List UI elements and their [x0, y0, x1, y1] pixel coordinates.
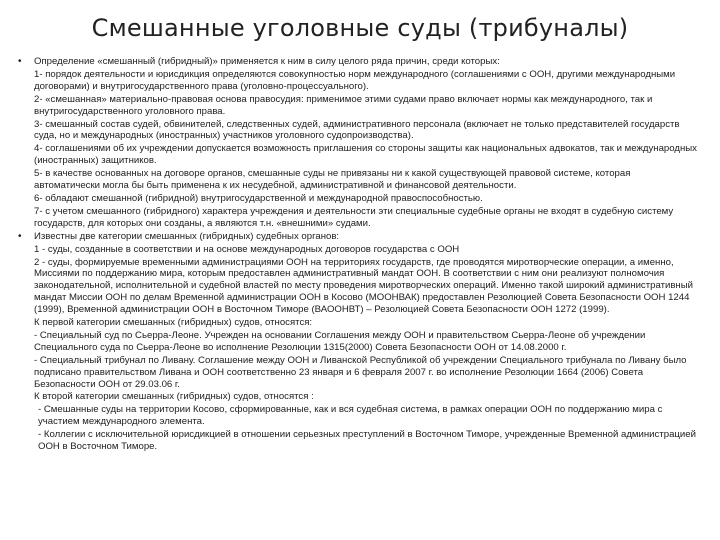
- definition-point-6: 6- обладают смешанной (гибридной) внутригосударственной и международной правоспособностью.: [34, 192, 483, 204]
- bullet-definition: [18, 56, 698, 230]
- definition-point-3: 3- смешанный состав судей, обвинителей, следственных судей, административного персонала (включает не только представителей государств суда, но и международных (иностранных) участников уголовного судопроизводства).: [34, 118, 680, 142]
- category-2: 2 - суды, формируемые временными администрациями ООН на территориях государств, где проводятся миротворческие операции, а именно, Миссиями по поддержанию мира, которым предоставлен административный мандат ООН. В соответствии с ним они реализуют полномочия законодательной, исполнительной и судебной властей по месту проведения миротворческих операций. Именно такой широкий административный мандат Миссии ООН по делам Временной администрации ООН в Косово (МООНВАК) предоставлен Резолюцией Совета Безопасности ООН 1244 (1999), Временной администрации ООН в Восточном Тиморе (ВАООНВТ) – Резолюцией Совета Безопасности ООН 1272 (1999).: [34, 256, 693, 316]
- tribunal-lebanon: - Специальный трибунал по Ливану. Соглашение между ООН и Ливанской Республикой об учреждении Специального трибунала по Ливану было подписано правительством Ливана и ООН соответственно 23 января и 6 февраля 2007 г. во исполнение Резолюции 1664 (2006) Совета Безопасности ООН от 29.03.06 г.: [34, 354, 687, 390]
- definition-point-4: 4- соглашениями об их учреждении допускается возможность приглашения со стороны защиты как национальных адвокатов, так и международных (иностранных) защитников.: [34, 143, 697, 167]
- bullet-marker: •: [18, 230, 22, 242]
- court-sierra-leone: - Специальный суд по Сьерра-Леоне. Учрежден на основании Соглашения между ООН и правительством Сьерра-Леоне об учреждении Специального суда по Сьерра-Леоне во исполнение Резолюции 1315(2000) Совета Безопасности ООН от 14.08.2000 г.: [34, 329, 646, 353]
- definition-point-5: 5- в качестве основанных на договоре органов, смешанные суды не привязаны ни к какой существующей правовой системе, которая автоматически могла бы быть применена к их несудебной, административной и финансовой деятельности.: [34, 168, 631, 192]
- slide-title: Смешанные уголовные суды (трибуналы): [91, 14, 629, 42]
- first-category-heading: К первой категории смешанных (гибридных) судов, относятся:: [34, 317, 313, 329]
- categories-intro: Известны две категории смешанных (гибридных) судебных органов:: [34, 230, 340, 242]
- slide-body: [18, 56, 698, 454]
- definition-intro: Определение «смешанный (гибридный)» применяется к ним в силу целого ряда причин, среди которых:: [34, 56, 500, 67]
- bullet-marker: •: [18, 56, 22, 67]
- definition-point-7: 7- с учетом смешанного (гибридного) характера учреждения и деятельности эти специальные судебные органы не входят в судебную систему государств, для которых они созданы, а являются т.н. «внешними» судами.: [34, 205, 674, 229]
- second-category-heading: К второй категории смешанных (гибридных) судов, относятся :: [34, 391, 314, 403]
- panels-east-timor: - Коллегии с исключительной юрисдикцией в отношении серьезных преступлений в Восточном Тиморе, учрежденные Временной администрацией ООН в Восточном Тиморе.: [38, 429, 696, 453]
- category-1: 1 - суды, созданные в соответствии и на основе международных договоров государства с ООН: [34, 243, 460, 255]
- definition-point-2: 2- «смешанная» материально-правовая основа правосудия: применимое этими судами право включает нормы как международного, так и внутригосударственного уголовного права.: [34, 93, 653, 117]
- court-kosovo: - Смешанные суды на территории Косово, сформированные, как и вся судебная система, в рамках операции ООН по поддержанию мира с участием международного элемента.: [38, 404, 663, 428]
- bullet-categories: [18, 231, 698, 453]
- definition-point-1: 1- порядок деятельности и юрисдикция определяются совокупностью норм международного (соглашениями с ООН, другими международными договорами) и внутригосударственного права (уголовно-процессуального).: [34, 68, 676, 92]
